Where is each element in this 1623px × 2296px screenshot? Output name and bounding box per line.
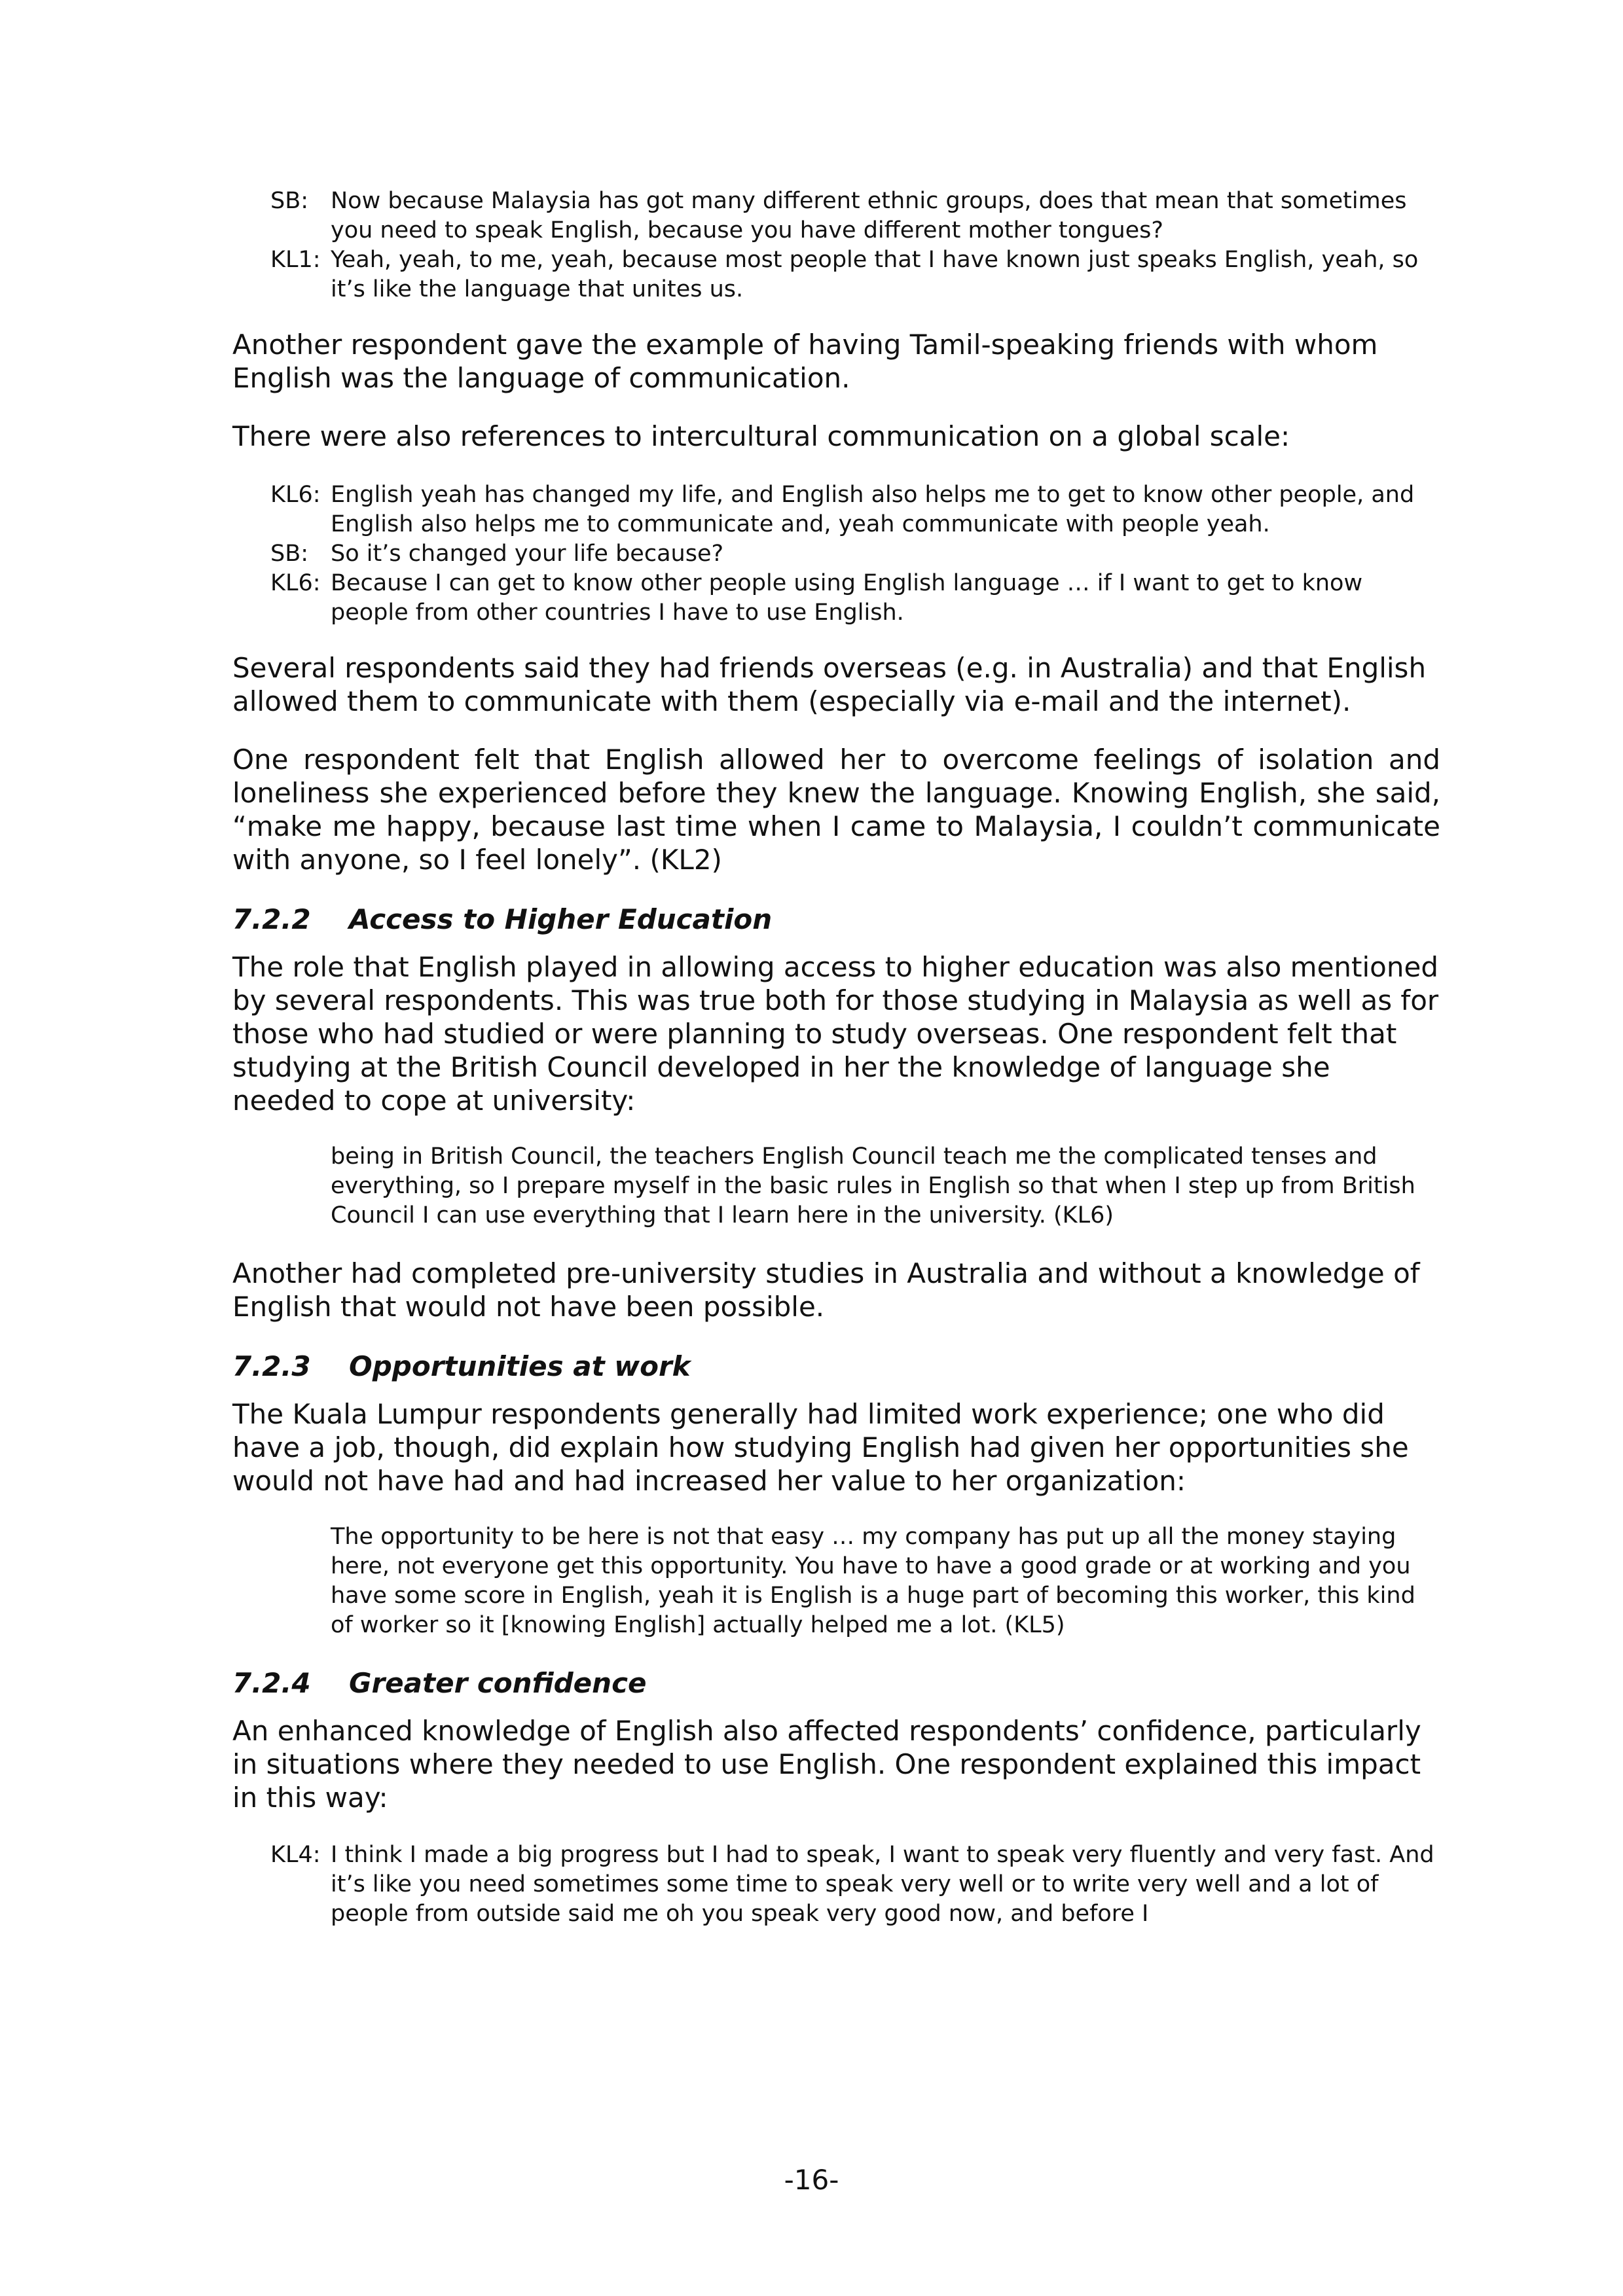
dialogue-line [270, 1840, 1440, 1929]
dialogue-line [270, 539, 1440, 569]
paragraph-tamil-friends: Another respondent gave the example of having Tamil-speaking friends with whom English was the language of communication. [232, 329, 1378, 394]
section-title: Opportunities at work [349, 1350, 691, 1382]
section-number: 7.2.4 [232, 1667, 311, 1699]
utterance-text: I think I made a big progress but I had to speak, I want to speak very fluently and very fast. And it’s like you need sometimes some time to speak very well or to write very well and a lot of people from outside said me oh you speak very good now, and before I [331, 1842, 1434, 1927]
utterance-text: Now because Malaysia has got many different ethnic groups, does that mean that sometimes you need to speak English, because you have different mother tongues? [331, 188, 1407, 243]
paragraph-higher-education: The role that English played in allowing access to higher education was also mentioned by several respondents. This was true both for those studying in Malaysia as well as for those who had studied or were planning to study overseas. One respondent felt that studying at the British Council developed in her the knowledge of language she needed to cope at university: [232, 951, 1439, 1117]
page-content [232, 187, 1440, 1929]
utterance-text: English yeah has changed my life, and English also helps me to get to know other people, and English also helps me to communicate and, yeah communicate with people yeah. [331, 482, 1415, 537]
paragraph-friends-overseas: Several respondents said they had friends overseas (e.g. in Australia) and that English allowed them to communicate with them (especially via e-mail and the internet). [232, 652, 1427, 717]
section-number: 7.2.3 [232, 1350, 311, 1382]
section-title: Access to Higher Education [349, 903, 773, 935]
speaker-label: SB: [270, 541, 309, 567]
utterance-text: So it’s changed your life because? [331, 541, 724, 567]
paragraph-loneliness: One respondent felt that English allowed her to overcome feelings of isolation and loneliness she experienced before they knew the language. Knowing English, she said, “make me happy, because last time when I came to Malaysia, I couldn’t communicate with anyone, so I feel lonely”. (KL2) [232, 744, 1440, 876]
quote-block-kl6: being in British Council, the teachers English Council teach me the complicated tenses and everything, so I prepare myself in the basic rules in English so that when I step up from British Council I can use everything that I learn here in the university. (KL6) [331, 1143, 1415, 1229]
speaker-label: KL6: [270, 570, 321, 596]
paragraph-work-opportunities: The Kuala Lumpur respondents generally had limited work experience; one who did have a job, though, did explain how studying English had given her opportunities she would not have had and had increased her value to her organization: [232, 1398, 1409, 1497]
dialogue-line [270, 569, 1440, 628]
page-number: -16- [784, 2164, 839, 2196]
dialogue-line [270, 245, 1440, 304]
section-heading-7-2-2 [232, 903, 1440, 936]
paragraph-confidence: An enhanced knowledge of English also affected respondents’ confidence, particularly in situations where they needed to use English. One respondent explained this impact in this way: [232, 1715, 1421, 1814]
utterance-text: Yeah, yeah, to me, yeah, because most people that I have known just speaks English, yeah, so it’s like the language that unites us. [331, 247, 1419, 302]
speaker-label: KL4: [270, 1842, 321, 1868]
speaker-label: KL1: [270, 247, 321, 273]
dialogue-block-3 [270, 1840, 1440, 1929]
section-number: 7.2.2 [232, 903, 311, 935]
dialogue-line [270, 187, 1440, 245]
section-title: Greater confidence [349, 1667, 647, 1699]
section-heading-7-2-4 [232, 1666, 1440, 1700]
speaker-label: KL6: [270, 482, 321, 508]
dialogue-block-2 [270, 480, 1440, 628]
dialogue-line [270, 480, 1440, 539]
dialogue-block-1 [270, 187, 1440, 304]
section-heading-7-2-3 [232, 1350, 1440, 1383]
utterance-text: Because I can get to know other people using English language … if I want to get to know people from other countries I have to use English. [331, 570, 1363, 626]
paragraph-intercultural: There were also references to intercultural communication on a global scale: [232, 420, 1290, 452]
quote-block-kl5: The opportunity to be here is not that easy … my company has put up all the money staying here, not everyone get this opportunity. You have to have a good grade or at working and you have some score in English, yeah it is English is a huge part of becoming this worker, this kind of worker so it [knowing English] actually helped me a lot. (KL5) [331, 1524, 1415, 1638]
paragraph-pre-university: Another had completed pre-university studies in Australia and without a knowledge of English that would not have been possible. [232, 1257, 1420, 1323]
speaker-label: SB: [270, 188, 309, 214]
